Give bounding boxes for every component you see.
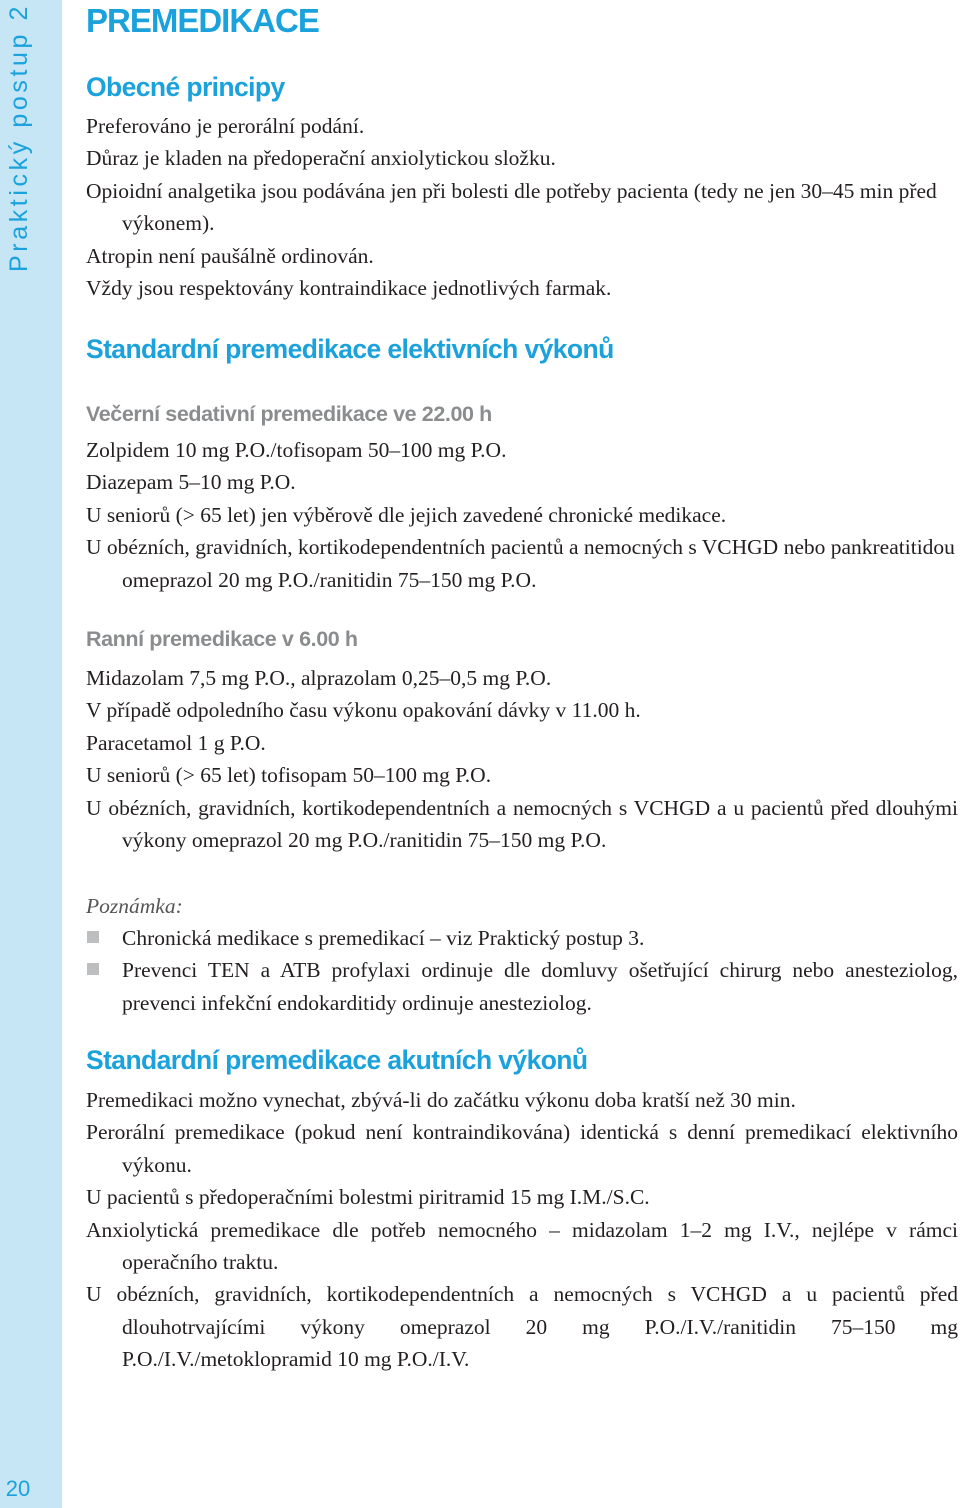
list-item: Preferováno je perorální podání.	[86, 114, 365, 138]
list-item: U obézních, gravidních, kortikodependentních a nemocných s VCHGD a u pacientů před dlouhými výkony omeprazol 20 mg P.O./ranitidin 75‒150 mg P.O.	[86, 795, 958, 853]
section-heading-elective: Standardní premedikace elektivních výkonů	[86, 334, 614, 364]
note-item-text: Chronická medikace s premedikací ‒ viz Praktický postup 3.	[122, 926, 645, 950]
note-item-text: Prevenci TEN a ATB profylaxi ordinuje dle domluvy ošetřující chirurg nebo anesteziolog, prevenci infekční endokarditidy ordinuje anesteziolog.	[122, 958, 958, 1015]
list-item: Paracetamol 1 g P.O.	[86, 730, 266, 755]
list-item: U obézních, gravidních, kortikodependentních pacientů a nemocných s VCHGD nebo pankreatitidou omeprazol 20 mg P.O./ranitidin 75‒150 mg P.O.	[86, 535, 955, 592]
list-item: U obézních, gravidních, kortikodependentních a nemocných s VCHGD a u pacientů před dlouhotrvajícími výkony omeprazol 20 mg P.O./I.V./ranitidin 75‒150 mg P.O./I.V./metoklopramid 10 mg P.O./I.V.	[86, 1282, 958, 1372]
sidebar-band	[0, 0, 62, 1508]
general-principles-list	[86, 110, 958, 304]
evening-premedication-list	[86, 434, 958, 596]
note-block	[86, 890, 958, 1019]
list-item: Diazepam 5‒10 mg P.O.	[86, 470, 296, 495]
bullet-square-icon	[87, 931, 99, 943]
bullet-square-icon	[87, 963, 99, 975]
page-number: 20	[5, 1476, 31, 1501]
subheading-evening: Večerní sedativní premedikace ve 22.00 h	[86, 402, 492, 426]
list-item: Vždy jsou respektovány kontraindikace jednotlivých farmak.	[86, 276, 612, 301]
page-title: PREMEDIKACE	[86, 2, 319, 39]
list-item: Opioidní analgetika jsou podávána jen při bolesti dle potřeby pacienta (tedy ne jen 30‒45 min před výkonem).	[86, 178, 937, 236]
list-item: U seniorů (> 65 let) tofisopam 50‒100 mg P.O.	[86, 763, 492, 788]
note-item	[86, 954, 958, 1019]
subheading-morning: Ranní premedikace v 6.00 h	[86, 627, 358, 651]
list-item: Midazolam 7,5 mg P.O., alprazolam 0,25‒0,5 mg P.O.	[86, 666, 552, 690]
list-item: U pacientů s předoperačními bolestmi piritramid 15 mg I.M./S.C.	[86, 1185, 650, 1210]
sidebar-chapter-label: Praktický postup 2	[5, 2, 33, 272]
list-item: Anxiolytická premedikace dle potřeb nemocného ‒ midazolam 1‒2 mg I.V., nejlépe v rámci operačního traktu.	[86, 1217, 958, 1275]
morning-premedication-list	[86, 662, 958, 856]
section-heading-general: Obecné principy	[86, 72, 285, 102]
section-heading-acute: Standardní premedikace akutních výkonů	[86, 1045, 588, 1075]
list-item: U seniorů (> 65 let) jen výběrově dle jejich zavedené chronické medikace.	[86, 502, 727, 527]
list-item: Důraz je kladen na předoperační anxiolytickou složku.	[86, 146, 556, 171]
list-item: Atropin není paušálně ordinován.	[86, 243, 374, 268]
note-list	[86, 922, 958, 1019]
note-item	[86, 922, 958, 954]
list-item: Perorální premedikace (pokud není kontraindikována) identická s denní premedikací elektivního výkonu.	[86, 1120, 958, 1177]
list-item: Premedikaci možno vynechat, zbývá-li do začátku výkonu doba kratší než 30 min.	[86, 1088, 796, 1112]
acute-premedication-list	[86, 1084, 958, 1376]
note-label: Poznámka:	[86, 894, 183, 918]
list-item: V případě odpoledního času výkonu opakování dávky v 11.00 h.	[86, 698, 641, 723]
list-item: Zolpidem 10 mg P.O./tofisopam 50‒100 mg P.O.	[86, 438, 507, 462]
